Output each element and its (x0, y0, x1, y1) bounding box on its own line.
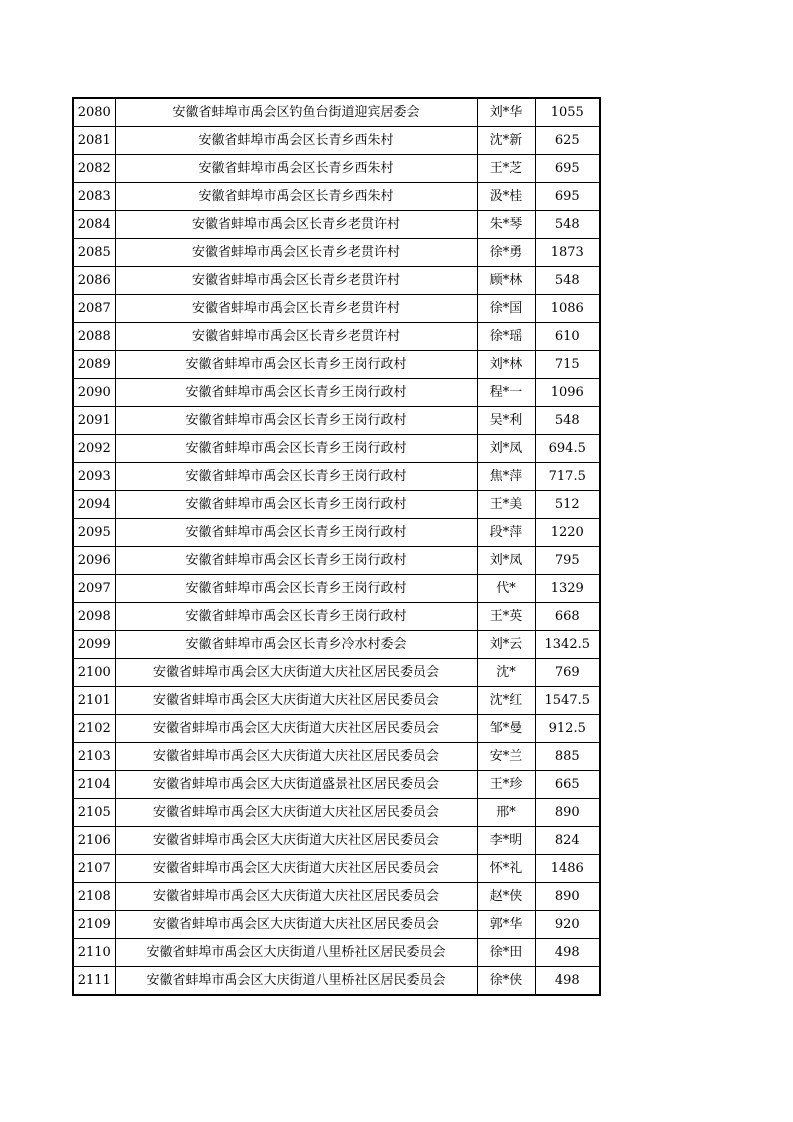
address-cell: 安徽省蚌埠市禹会区大庆街道八里桥社区居民委员会 (115, 939, 477, 967)
amount-cell: 1086 (535, 295, 600, 323)
amount-cell: 548 (535, 211, 600, 239)
amount-cell: 498 (535, 967, 600, 996)
amount-cell: 512 (535, 491, 600, 519)
row-number-cell: 2093 (73, 463, 115, 491)
amount-cell: 890 (535, 883, 600, 911)
table-row (73, 967, 600, 996)
name-cell: 沈* (477, 659, 535, 687)
name-cell: 邹*曼 (477, 715, 535, 743)
address-cell: 安徽省蚌埠市禹会区长青乡西朱村 (115, 155, 477, 183)
table-row (73, 911, 600, 939)
table-row (73, 799, 600, 827)
name-cell: 李*明 (477, 827, 535, 855)
row-number-cell: 2110 (73, 939, 115, 967)
address-cell: 安徽省蚌埠市禹会区长青乡王岗行政村 (115, 351, 477, 379)
table-row (73, 631, 600, 659)
row-number-cell: 2109 (73, 911, 115, 939)
name-cell: 安*兰 (477, 743, 535, 771)
address-cell: 安徽省蚌埠市禹会区长青乡王岗行政村 (115, 575, 477, 603)
name-cell: 徐*侠 (477, 967, 535, 996)
address-cell: 安徽省蚌埠市禹会区长青乡老贯许村 (115, 239, 477, 267)
amount-cell: 717.5 (535, 463, 600, 491)
amount-cell: 1096 (535, 379, 600, 407)
table-row (73, 547, 600, 575)
address-cell: 安徽省蚌埠市禹会区大庆街道大庆社区居民委员会 (115, 799, 477, 827)
row-number-cell: 2083 (73, 183, 115, 211)
address-cell: 安徽省蚌埠市禹会区大庆街道大庆社区居民委员会 (115, 883, 477, 911)
amount-cell: 1486 (535, 855, 600, 883)
row-number-cell: 2090 (73, 379, 115, 407)
amount-cell: 694.5 (535, 435, 600, 463)
name-cell: 吴*利 (477, 407, 535, 435)
table-row (73, 659, 600, 687)
name-cell: 怀*礼 (477, 855, 535, 883)
table-row (73, 715, 600, 743)
row-number-cell: 2105 (73, 799, 115, 827)
table-row (73, 323, 600, 351)
name-cell: 刘*凤 (477, 547, 535, 575)
address-cell: 安徽省蚌埠市禹会区长青乡王岗行政村 (115, 547, 477, 575)
amount-cell: 665 (535, 771, 600, 799)
row-number-cell: 2081 (73, 127, 115, 155)
name-cell: 焦*萍 (477, 463, 535, 491)
table-row (73, 155, 600, 183)
table-row (73, 463, 600, 491)
amount-cell: 1220 (535, 519, 600, 547)
table-row (73, 295, 600, 323)
row-number-cell: 2103 (73, 743, 115, 771)
amount-cell: 795 (535, 547, 600, 575)
address-cell: 安徽省蚌埠市禹会区大庆街道大庆社区居民委员会 (115, 687, 477, 715)
table-row (73, 407, 600, 435)
amount-cell: 548 (535, 267, 600, 295)
row-number-cell: 2088 (73, 323, 115, 351)
name-cell: 王*珍 (477, 771, 535, 799)
amount-cell: 668 (535, 603, 600, 631)
amount-cell: 695 (535, 155, 600, 183)
table-row (73, 771, 600, 799)
table-row (73, 827, 600, 855)
amount-cell: 769 (535, 659, 600, 687)
table-row (73, 211, 600, 239)
name-cell: 段*萍 (477, 519, 535, 547)
name-cell: 邢* (477, 799, 535, 827)
name-cell: 王*美 (477, 491, 535, 519)
amount-cell: 912.5 (535, 715, 600, 743)
address-cell: 安徽省蚌埠市禹会区钓鱼台街道迎宾居委会 (115, 98, 477, 127)
amount-cell: 1055 (535, 98, 600, 127)
address-cell: 安徽省蚌埠市禹会区大庆街道盛景社区居民委员会 (115, 771, 477, 799)
amount-cell: 1329 (535, 575, 600, 603)
name-cell: 沈*红 (477, 687, 535, 715)
table-row (73, 127, 600, 155)
row-number-cell: 2094 (73, 491, 115, 519)
amount-cell: 695 (535, 183, 600, 211)
name-cell: 刘*云 (477, 631, 535, 659)
table-row (73, 883, 600, 911)
row-number-cell: 2086 (73, 267, 115, 295)
table-row (73, 379, 600, 407)
row-number-cell: 2099 (73, 631, 115, 659)
address-cell: 安徽省蚌埠市禹会区长青乡西朱村 (115, 183, 477, 211)
amount-cell: 885 (535, 743, 600, 771)
amount-cell: 498 (535, 939, 600, 967)
table-row (73, 519, 600, 547)
name-cell: 刘*华 (477, 98, 535, 127)
table-row (73, 267, 600, 295)
address-cell: 安徽省蚌埠市禹会区长青乡冷水村委会 (115, 631, 477, 659)
name-cell: 程*一 (477, 379, 535, 407)
table-row (73, 435, 600, 463)
address-cell: 安徽省蚌埠市禹会区大庆街道大庆社区居民委员会 (115, 911, 477, 939)
table-row (73, 491, 600, 519)
name-cell: 徐*田 (477, 939, 535, 967)
address-cell: 安徽省蚌埠市禹会区大庆街道大庆社区居民委员会 (115, 827, 477, 855)
row-number-cell: 2104 (73, 771, 115, 799)
table-row (73, 98, 600, 127)
name-cell: 郭*华 (477, 911, 535, 939)
amount-cell: 625 (535, 127, 600, 155)
address-cell: 安徽省蚌埠市禹会区大庆街道大庆社区居民委员会 (115, 855, 477, 883)
roster-table-body (73, 98, 600, 995)
address-cell: 安徽省蚌埠市禹会区长青乡王岗行政村 (115, 463, 477, 491)
row-number-cell: 2084 (73, 211, 115, 239)
name-cell: 朱*琴 (477, 211, 535, 239)
amount-cell: 1342.5 (535, 631, 600, 659)
row-number-cell: 2111 (73, 967, 115, 996)
name-cell: 刘*凤 (477, 435, 535, 463)
name-cell: 徐*瑶 (477, 323, 535, 351)
address-cell: 安徽省蚌埠市禹会区大庆街道大庆社区居民委员会 (115, 743, 477, 771)
address-cell: 安徽省蚌埠市禹会区长青乡王岗行政村 (115, 491, 477, 519)
row-number-cell: 2092 (73, 435, 115, 463)
table-row (73, 239, 600, 267)
name-cell: 汲*桂 (477, 183, 535, 211)
table-row (73, 743, 600, 771)
table-row (73, 687, 600, 715)
table-row (73, 603, 600, 631)
address-cell: 安徽省蚌埠市禹会区长青乡王岗行政村 (115, 603, 477, 631)
address-cell: 安徽省蚌埠市禹会区大庆街道大庆社区居民委员会 (115, 659, 477, 687)
amount-cell: 610 (535, 323, 600, 351)
row-number-cell: 2108 (73, 883, 115, 911)
row-number-cell: 2091 (73, 407, 115, 435)
table-row (73, 183, 600, 211)
address-cell: 安徽省蚌埠市禹会区长青乡老贯许村 (115, 323, 477, 351)
address-cell: 安徽省蚌埠市禹会区长青乡王岗行政村 (115, 379, 477, 407)
address-cell: 安徽省蚌埠市禹会区长青乡老贯许村 (115, 295, 477, 323)
row-number-cell: 2082 (73, 155, 115, 183)
amount-cell: 824 (535, 827, 600, 855)
name-cell: 顾*林 (477, 267, 535, 295)
address-cell: 安徽省蚌埠市禹会区长青乡西朱村 (115, 127, 477, 155)
address-cell: 安徽省蚌埠市禹会区长青乡老贯许村 (115, 211, 477, 239)
amount-cell: 548 (535, 407, 600, 435)
roster-table (72, 97, 601, 996)
name-cell: 王*英 (477, 603, 535, 631)
name-cell: 王*芝 (477, 155, 535, 183)
amount-cell: 890 (535, 799, 600, 827)
name-cell: 沈*新 (477, 127, 535, 155)
row-number-cell: 2097 (73, 575, 115, 603)
row-number-cell: 2107 (73, 855, 115, 883)
name-cell: 代* (477, 575, 535, 603)
address-cell: 安徽省蚌埠市禹会区长青乡王岗行政村 (115, 407, 477, 435)
table-row (73, 575, 600, 603)
address-cell: 安徽省蚌埠市禹会区大庆街道大庆社区居民委员会 (115, 715, 477, 743)
row-number-cell: 2100 (73, 659, 115, 687)
amount-cell: 1547.5 (535, 687, 600, 715)
table-row (73, 939, 600, 967)
table-row (73, 351, 600, 379)
name-cell: 赵*侠 (477, 883, 535, 911)
table-row (73, 855, 600, 883)
address-cell: 安徽省蚌埠市禹会区长青乡老贯许村 (115, 267, 477, 295)
row-number-cell: 2080 (73, 98, 115, 127)
name-cell: 徐*国 (477, 295, 535, 323)
row-number-cell: 2102 (73, 715, 115, 743)
address-cell: 安徽省蚌埠市禹会区长青乡王岗行政村 (115, 435, 477, 463)
address-cell: 安徽省蚌埠市禹会区长青乡王岗行政村 (115, 519, 477, 547)
row-number-cell: 2095 (73, 519, 115, 547)
row-number-cell: 2106 (73, 827, 115, 855)
address-cell: 安徽省蚌埠市禹会区大庆街道八里桥社区居民委员会 (115, 967, 477, 996)
name-cell: 刘*林 (477, 351, 535, 379)
row-number-cell: 2087 (73, 295, 115, 323)
row-number-cell: 2098 (73, 603, 115, 631)
amount-cell: 715 (535, 351, 600, 379)
amount-cell: 920 (535, 911, 600, 939)
row-number-cell: 2096 (73, 547, 115, 575)
row-number-cell: 2085 (73, 239, 115, 267)
amount-cell: 1873 (535, 239, 600, 267)
row-number-cell: 2089 (73, 351, 115, 379)
name-cell: 徐*勇 (477, 239, 535, 267)
row-number-cell: 2101 (73, 687, 115, 715)
